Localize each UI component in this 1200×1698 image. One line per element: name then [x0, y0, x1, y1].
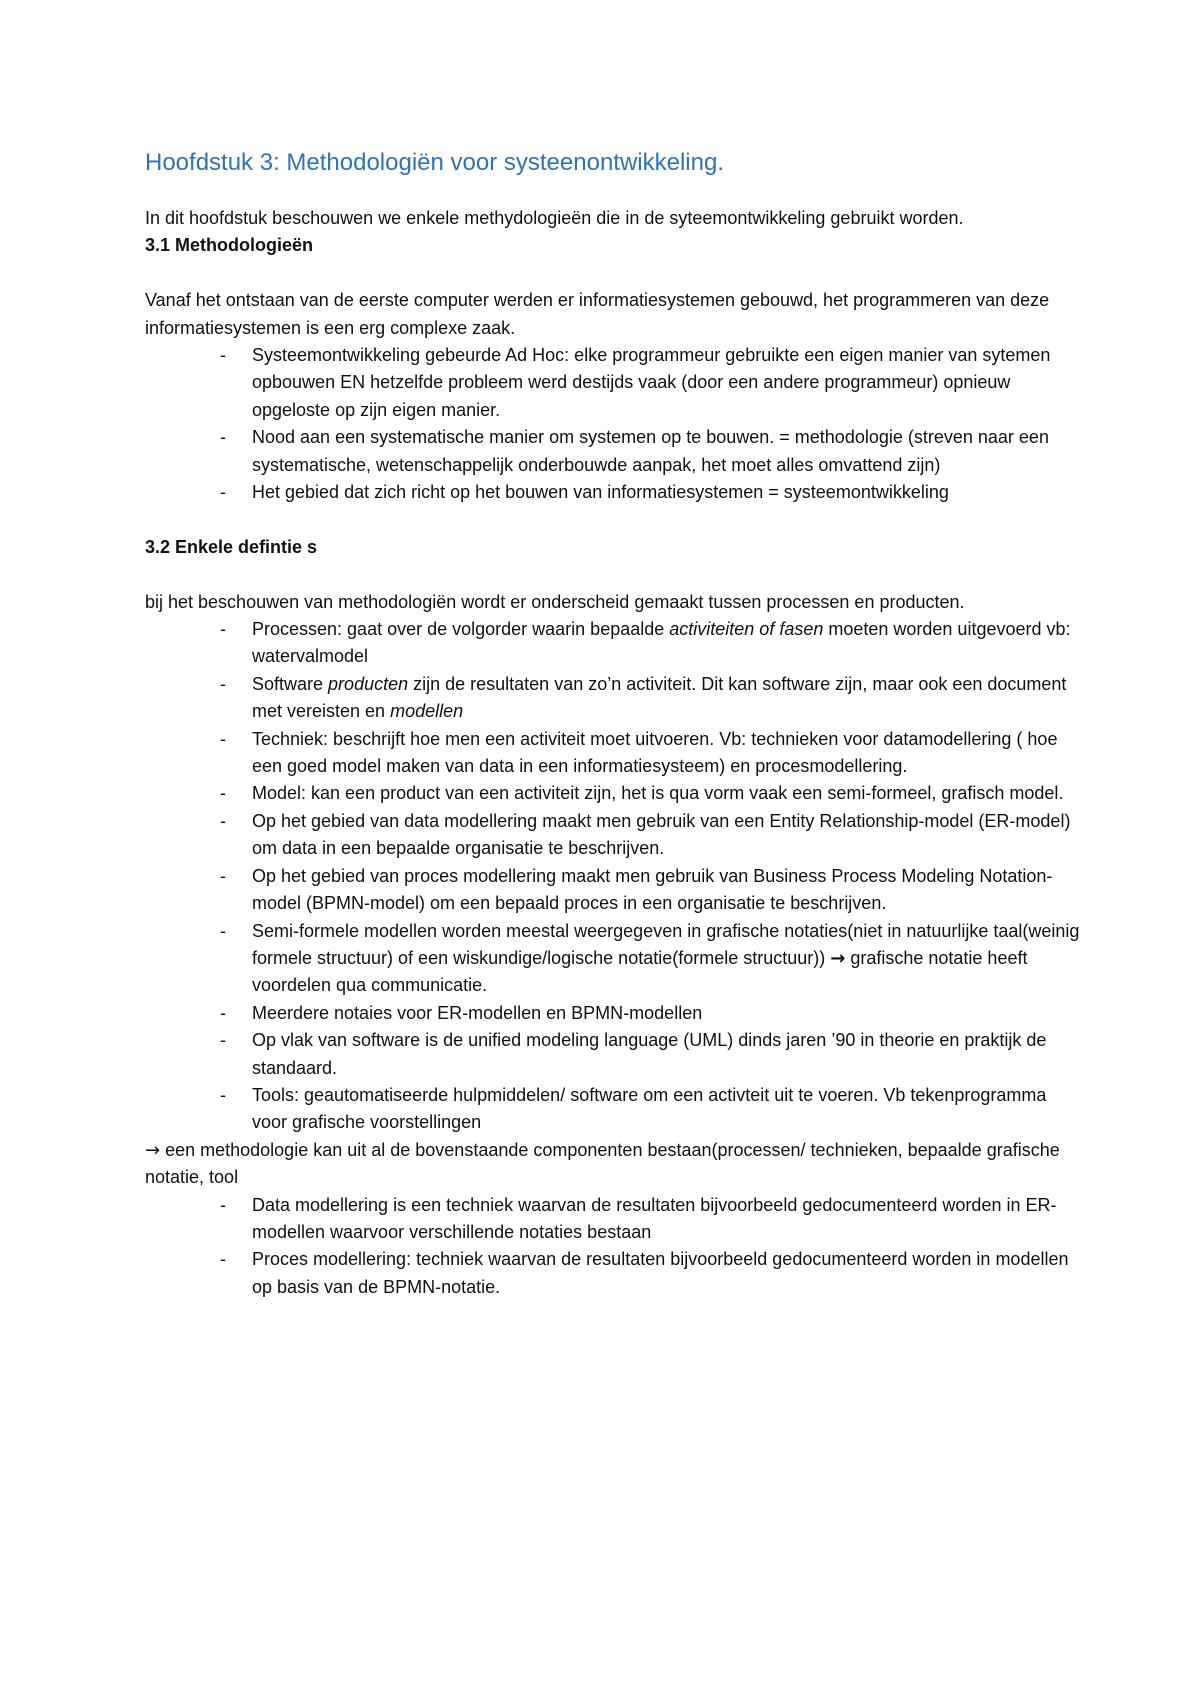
- list-item: [220, 1082, 1085, 1137]
- list-item-text: Het gebied dat zich richt op het bouwen van informatiesystemen = systeemontwikkeling: [252, 482, 949, 503]
- list-item: [220, 616, 1085, 671]
- section-heading-3-2: 3.2 Enkele defintie s: [145, 536, 318, 557]
- list-item: [220, 863, 1085, 918]
- list-item: [220, 1192, 1085, 1247]
- emphasis-text: activiteiten of fasen: [669, 619, 824, 640]
- list-marker: -: [220, 482, 226, 503]
- list-item-text: Proces modellering: techniek waarvan de resultaten bijvoorbeeld gedocumenteerd worden in modellen op basis van de BPMN-notatie.: [252, 1249, 1069, 1297]
- list-item-text: Software: [252, 673, 329, 694]
- list-item: [220, 726, 1085, 781]
- spacer: [145, 506, 1085, 533]
- list-item: [220, 342, 1085, 424]
- list-item-text: Op vlak van software is de unified modeling language (UML) dinds jaren ’90 in theorie en praktijk de standaard.: [252, 1030, 1047, 1078]
- list-item: [220, 808, 1085, 863]
- emphasis-text: producten: [328, 673, 409, 694]
- list-item: [220, 780, 1085, 807]
- list-marker: -: [220, 1249, 226, 1270]
- list-marker: -: [220, 920, 226, 941]
- list-item-text: Processen: gaat over de volgorder waarin bepaalde: [252, 619, 670, 640]
- section-3-2-list: [145, 616, 1085, 1137]
- list-marker: -: [220, 673, 226, 694]
- list-marker: -: [220, 810, 226, 831]
- spacer: [145, 561, 1085, 588]
- list-item: [220, 671, 1085, 726]
- conclusion-list: [145, 1192, 1085, 1302]
- list-marker: -: [220, 1002, 226, 1023]
- list-item-text: Semi-formele modellen worden meestal weergegeven in grafische notaties(niet in natuurlijke taal(weinig formele structuur) of een wiskundige/logische notatie(formele structuur)): [252, 920, 1080, 968]
- conclusion-paragraph: [145, 1137, 1085, 1192]
- list-item: [220, 479, 1085, 506]
- list-item: [220, 1027, 1085, 1082]
- list-item-text: Data modellering is een techniek waarvan de resultaten bijvoorbeeld gedocumenteerd worden in ER-modellen waarvoor verschillende notaties bestaan: [252, 1194, 1057, 1242]
- list-marker: -: [220, 345, 226, 366]
- list-marker: -: [220, 865, 226, 886]
- list-marker: -: [220, 728, 226, 749]
- list-item: [220, 424, 1085, 479]
- list-item: [220, 1000, 1085, 1027]
- section-3-2-paragraph: bij het beschouwen van methodologiën wordt er onderscheid gemaakt tussen processen en producten.: [145, 591, 965, 612]
- arrow-right-icon: →: [145, 1139, 161, 1161]
- section-3-1-paragraph: Vanaf het ontstaan van de eerste computer werden er informatiesystemen gebouwd, het programmeren van deze informatiesystemen is een erg complexe zaak.: [145, 290, 1050, 338]
- list-marker: -: [220, 1194, 226, 1215]
- chapter-title: Hoofdstuk 3: Methodologiën voor systeenontwikkeling.: [145, 149, 724, 176]
- list-item: [220, 918, 1085, 1000]
- list-marker: -: [220, 1030, 226, 1051]
- list-marker: -: [220, 427, 226, 448]
- list-item-text: grafische notatie heeft voordelen qua communicatie.: [252, 947, 1028, 996]
- list-item-text: Op het gebied van proces modellering maakt men gebruik van Business Process Modeling Notation-model (BPMN-model) om een bepaald proces in een organisatie te beschrijven.: [252, 865, 1053, 914]
- emphasis-text: modellen: [390, 701, 464, 722]
- list-item-text: Systeemontwikkeling gebeurde Ad Hoc: elke programmeur gebruikte een eigen manier van sytemen opbouwen EN hetzelfde probleem werd destijds vaak (door een andere programmeur) opnieuw opgeloste op zijn eigen manier.: [252, 345, 1051, 420]
- list-item-text: moeten worden uitgevoerd vb: watervalmodel: [252, 619, 1071, 667]
- spacer: [145, 260, 1085, 287]
- intro-paragraph: In dit hoofdstuk beschouwen we enkele methydologieën die in de syteemontwikkeling gebruikt worden.: [145, 208, 964, 228]
- list-marker: -: [220, 1084, 226, 1105]
- list-item-text: Techniek: beschrijft hoe men een activiteit moet uitvoeren. Vb: technieken voor datamodellering ( hoe een goed model maken van data in een informatiesysteem) en procesmodellering.: [252, 728, 1058, 777]
- section-heading-3-1: 3.1 Methodologieën: [145, 235, 314, 256]
- document-body: [145, 146, 1085, 1301]
- list-item-text: zijn de resultaten van zo’n activiteit. Dit kan software zijn, maar ook een document met vereisten en: [252, 673, 1067, 722]
- section-3-1-list: [145, 342, 1085, 506]
- list-item-text: Meerdere notaies voor ER-modellen en BPMN-modellen: [252, 1002, 703, 1023]
- list-item-text: Tools: geautomatiseerde hulpmiddelen/ software om een activteit uit te voeren. Vb tekenprogramma voor grafische voorstellingen: [252, 1084, 1047, 1133]
- arrow-right-icon: →: [830, 947, 846, 969]
- list-marker: -: [220, 619, 226, 640]
- list-item-text: Op het gebied van data modellering maakt men gebruik van een Entity Relationship-model (ER-model) om data in een bepaalde organisatie te beschrijven.: [252, 810, 1071, 859]
- list-marker: -: [220, 783, 226, 804]
- conclusion-text: een methodologie kan uit al de bovenstaande componenten bestaan(processen/ technieken, bepaalde grafische notatie, tool: [145, 1139, 1060, 1188]
- list-item-text: Nood aan een systematische manier om systemen op te bouwen. = methodologie (streven naar een systematische, wetenschappelijk onderbouwde aanpak, het moet alles omvattend zijn): [252, 427, 1049, 475]
- list-item-text: Model: kan een product van een activiteit zijn, het is qua vorm vaak een semi-formeel, grafisch model.: [252, 783, 1064, 804]
- list-item: [220, 1246, 1085, 1301]
